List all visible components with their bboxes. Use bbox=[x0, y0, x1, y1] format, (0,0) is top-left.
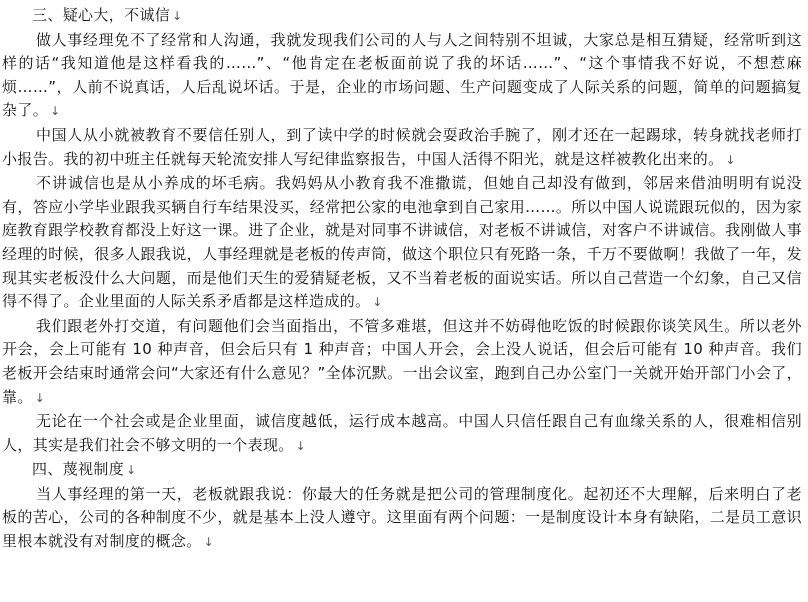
paragraph-mark-icon: ↓ bbox=[725, 152, 736, 167]
paragraph-text: 不讲诚信也是从小养成的坏毛病。我妈妈从小教育我不准撒谎，但她自己却没有做到，邻居来借油明明有说没有，答应小学毕业跟我买辆自行车结果没买，经常把公家的电池拿到自己家用……。所以中国人说谎跟玩似的，因为家庭教育跟学校教育都没上好这一课。进了企业，就是对同事不讲诚信，对老板不讲诚信，对客户不讲诚信。我刚做人事经理的时候，很多人跟我说，人事经理就是老板的传声筒，做这个职位只有死路一条，千万不要做啊！我做了一年，发现其实老板没什么大问题，而是他们天生的爱猜疑老板，又不当着老板的面说实话。所以自己营造一个幻象，自己又信得不得了。企业里面的人际关系矛盾都是这样造成的。 bbox=[2, 174, 802, 311]
paragraph-mark-icon: ↓ bbox=[50, 104, 61, 119]
paragraph-mark-icon: ↓ bbox=[172, 9, 183, 23]
heading-text: 三、疑心大，不诚信 bbox=[32, 6, 171, 24]
paragraph-text: 无论在一个社会或是企业里面，诚信度越低，运行成本越高。中国人只信任跟自己有血缘关系的人，很难相信别人，其实是我们社会不够文明的一个表现。 bbox=[2, 412, 802, 454]
paragraph-mark-icon: ↓ bbox=[126, 463, 137, 478]
paragraph-mark-icon: ↓ bbox=[34, 390, 46, 405]
paragraph-mark-icon: ↓ bbox=[203, 535, 214, 550]
section-heading-3 bbox=[2, 4, 802, 29]
paragraph-mark-icon: ↓ bbox=[372, 295, 383, 310]
paragraph-text: 做人事经理免不了经常和人沟通，我就发现我们公司的人与人之间特别不坦诚，大家总是相互猜疑，经常听到这样的话“我知道他是这样看我的……”、“他肯定在老板面前说了我的坏话……”、“这个事情我不好说，不想惹麻烦……”，人前不说真话，人后乱说坏话。于是，企业的市场问题、生产问题变成了人际关系的问题，简单的问题搞复杂了。 bbox=[2, 30, 802, 120]
paragraph bbox=[2, 315, 802, 410]
paragraph bbox=[2, 483, 802, 555]
section-heading-4 bbox=[2, 458, 802, 483]
heading-text: 四、蔑视制度 bbox=[32, 460, 125, 479]
paragraph bbox=[2, 410, 802, 458]
paragraph-mark-icon: ↓ bbox=[295, 438, 307, 453]
paragraph-text: 当人事经理的第一天，老板就跟我说：你最大的任务就是把公司的管理制度化。起初还不大理解，后来明白了老板的苦心，公司的各种制度不少，就是基本上没人遵守。这里面有两个问题：一是制度设计本身有缺陷，二是员工意识里根本就没有对制度的概念。 bbox=[2, 484, 802, 551]
document-page bbox=[2, 4, 802, 555]
paragraph-text: 中国人从小就被教育不要信任别人，到了读中学的时候就会耍政治手腕了，刚才还在一起踢球，转身就找老师打小报告。我的初中班主任就每天轮流安排人写纪律监察报告，中国人活得不阳光，就是这样被教化出来的。 bbox=[2, 125, 802, 168]
paragraph-text: 我们跟老外打交道，有问题他们会当面指出，不管多难堪，但这并不妨碍他吃饭的时候跟你谈笑风生。所以老外开会，会上可能有 10 种声音，但会后只有 1 种声音；中国人开会，会上没人说话，但会后可能有 10 种声音。我们老板开会结束时通常会问“大家还有什么意见？”全体沉默。一出会议室，跑到自己办公室门一关就开始开部门小会了，靠。 bbox=[2, 316, 802, 406]
paragraph bbox=[2, 29, 802, 124]
paragraph bbox=[2, 172, 802, 315]
paragraph bbox=[2, 124, 802, 172]
